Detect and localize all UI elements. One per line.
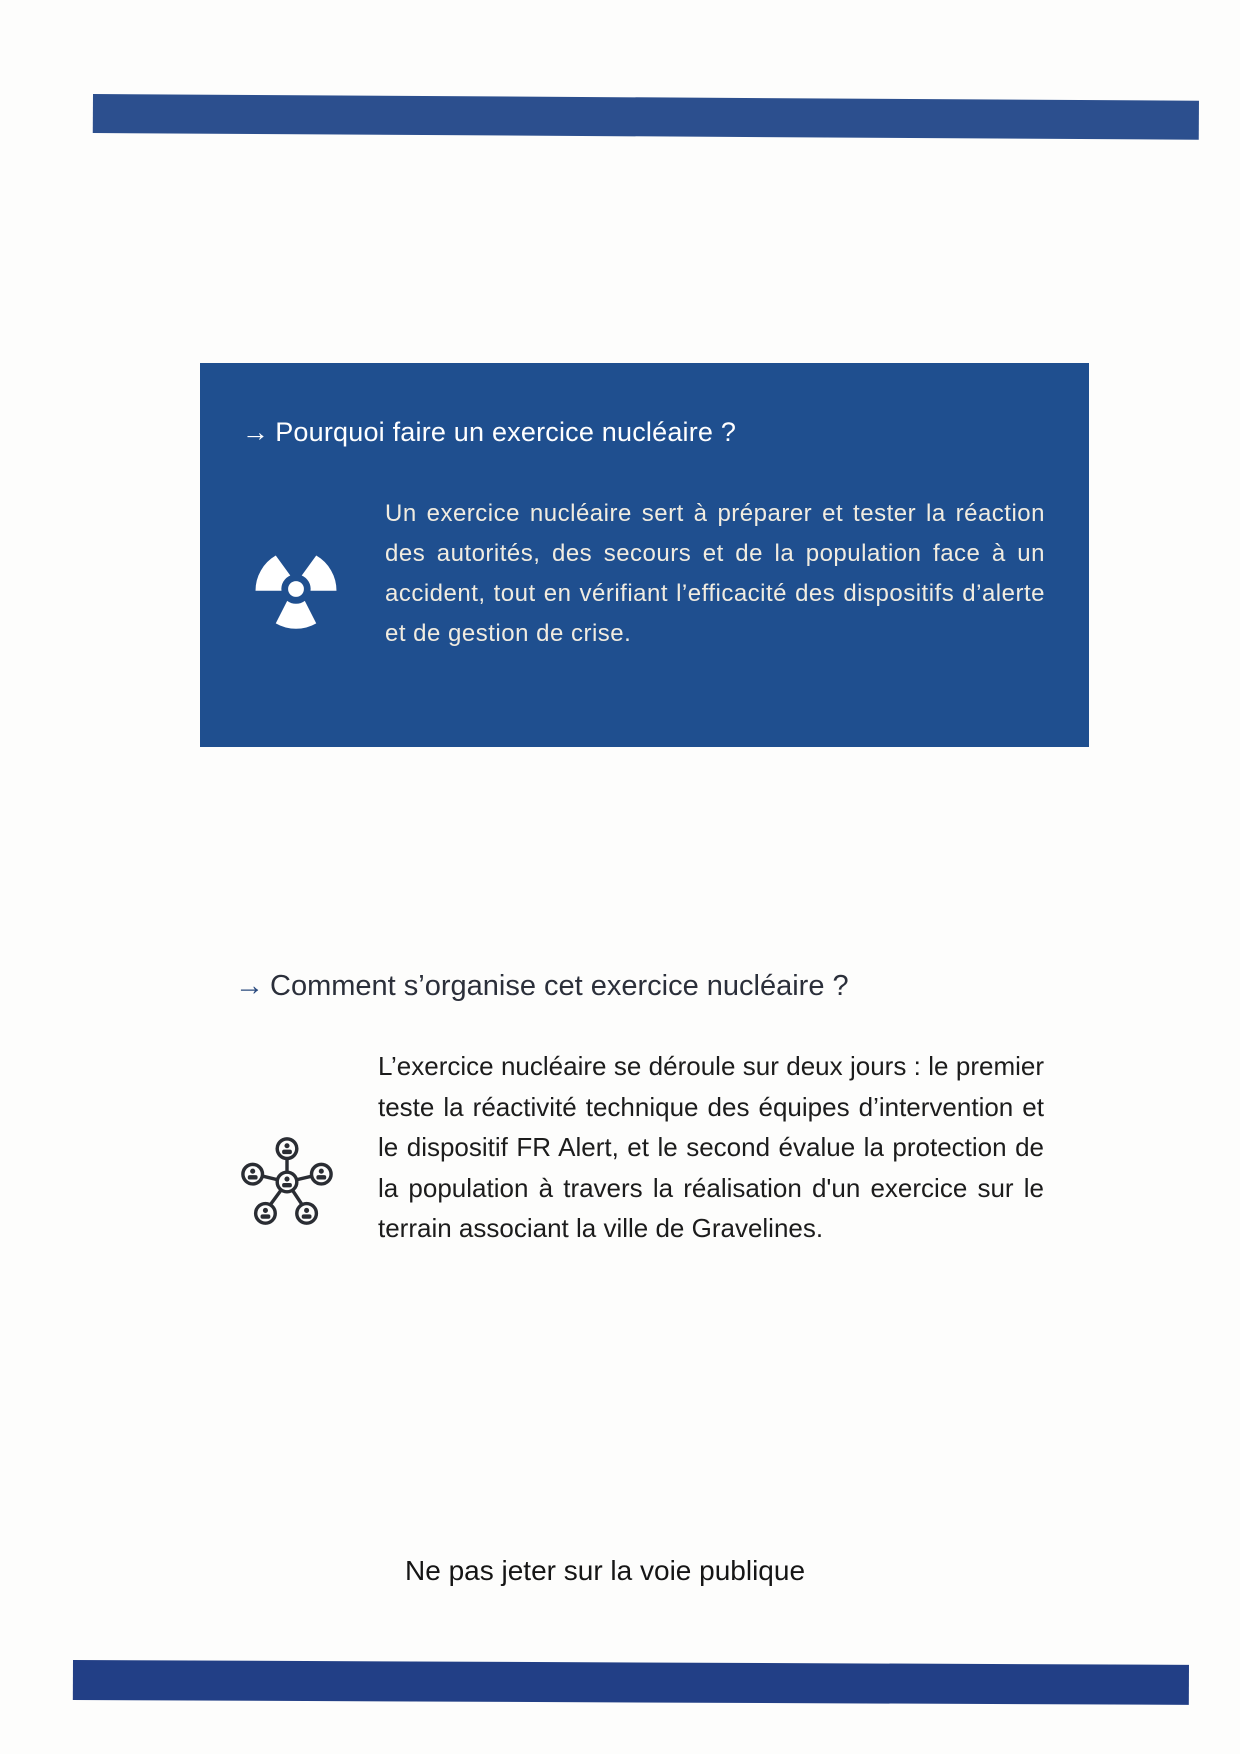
section-body-how: L’exercice nucléaire se déroule sur deux jours : le premier teste la réactivité technique des équipes d’intervention et le dispositif FR Alert, et le second évalue la protection de la population à travers la réalisation d'un exercice sur le terrain associant la ville de Gravelines. bbox=[378, 1051, 1044, 1243]
bottom-decorative-bar bbox=[73, 1660, 1189, 1705]
section-body-why: Un exercice nucléaire sert à préparer et tester la réaction des autorités, des secours et de la population face à un accident, tout en vérifiant l’efficacité des dispositifs d’alerte et de gestion de crise. bbox=[385, 500, 1045, 647]
top-decorative-bar bbox=[93, 94, 1199, 140]
footer-note: Ne pas jeter sur la voie publique bbox=[405, 1555, 806, 1586]
heading-text: Pourquoi faire un exercice nucléaire ? bbox=[275, 417, 737, 447]
arrow-right-icon: → bbox=[242, 417, 270, 447]
network-people-icon bbox=[238, 1133, 336, 1231]
arrow-right-icon: → bbox=[235, 970, 264, 1002]
info-box-why bbox=[200, 363, 1089, 747]
heading-text: Comment s’organise cet exercice nucléaire ? bbox=[270, 970, 849, 1002]
radiation-icon bbox=[252, 545, 340, 633]
section-heading-why bbox=[242, 417, 736, 448]
section-heading-how bbox=[235, 970, 849, 1003]
